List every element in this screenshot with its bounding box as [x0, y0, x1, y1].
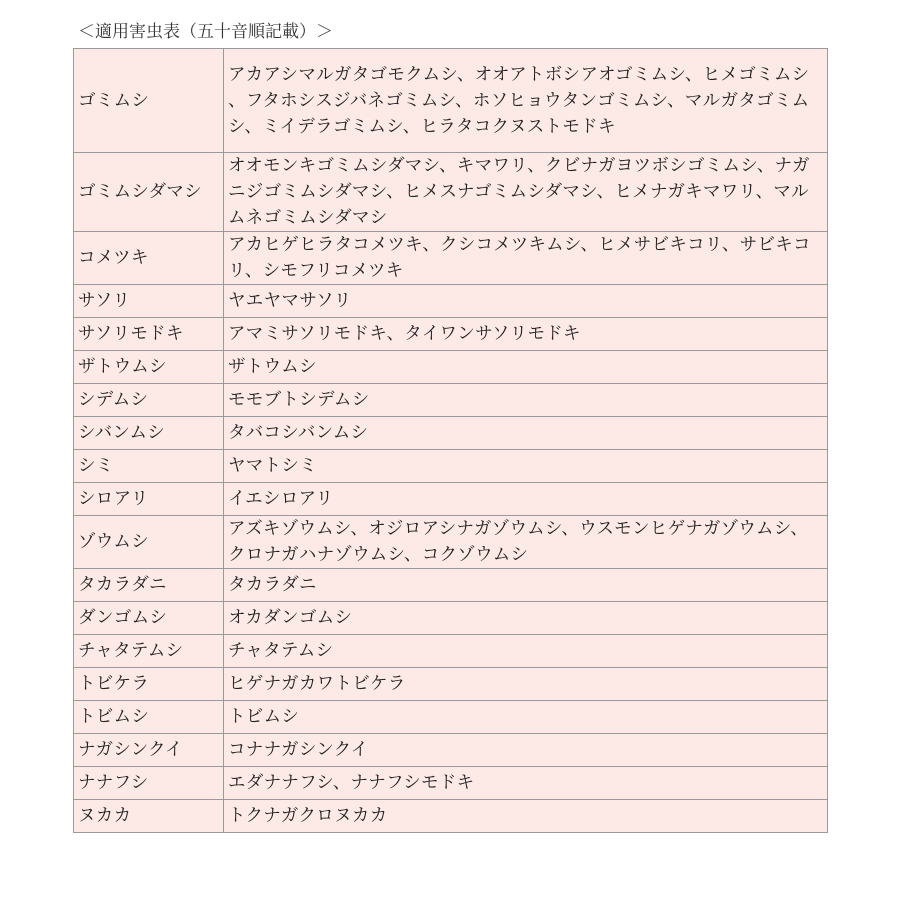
pest-category-cell: ナガシンクイ [74, 734, 224, 767]
table-row [74, 569, 828, 602]
pest-category-cell: シデムシ [74, 384, 224, 417]
pest-category-cell: ナナフシ [74, 767, 224, 800]
table-row [74, 384, 828, 417]
pest-species-cell: ヒゲナガカワトビケラ [224, 668, 828, 701]
pest-category-cell: トビケラ [74, 668, 224, 701]
pest-species-cell: タカラダニ [224, 569, 828, 602]
pest-category-cell: シバンムシ [74, 417, 224, 450]
pest-species-cell: チャタテムシ [224, 635, 828, 668]
table-row [74, 800, 828, 833]
table-row [74, 450, 828, 483]
pest-category-cell: コメツキ [74, 232, 224, 285]
pest-species-cell: アズキゾウムシ、オジロアシナガゾウムシ、ウスモンヒゲナガゾウムシ、クロナガハナゾウムシ、コクゾウムシ [224, 516, 828, 569]
applicable-pest-table [73, 48, 828, 833]
pest-species-cell: ザトウムシ [224, 351, 828, 384]
pest-category-cell: ゾウムシ [74, 516, 224, 569]
table-row [74, 417, 828, 450]
table-row [74, 49, 828, 153]
table-row [74, 668, 828, 701]
table-row [74, 351, 828, 384]
pest-species-cell: モモブトシデムシ [224, 384, 828, 417]
pest-category-cell: ザトウムシ [74, 351, 224, 384]
pest-species-cell: トクナガクロヌカカ [224, 800, 828, 833]
table-row [74, 318, 828, 351]
table-row [74, 153, 828, 232]
table-row [74, 232, 828, 285]
pest-species-cell: エダナナフシ、ナナフシモドキ [224, 767, 828, 800]
pest-species-cell: ヤマトシミ [224, 450, 828, 483]
table-row [74, 767, 828, 800]
pest-category-cell: サソリモドキ [74, 318, 224, 351]
table-caption: ＜適用害虫表（五十音順記載）＞ [78, 22, 333, 42]
pest-species-cell: アマミサソリモドキ、タイワンサソリモドキ [224, 318, 828, 351]
table-row [74, 701, 828, 734]
table-row [74, 635, 828, 668]
pest-species-cell: トビムシ [224, 701, 828, 734]
pest-category-cell: タカラダニ [74, 569, 224, 602]
table-row [74, 734, 828, 767]
table-row [74, 516, 828, 569]
pest-species-cell: オカダンゴムシ [224, 602, 828, 635]
pest-species-cell: ヤエヤマサソリ [224, 285, 828, 318]
pest-species-cell: イエシロアリ [224, 483, 828, 516]
pest-species-cell: コナナガシンクイ [224, 734, 828, 767]
table-row [74, 483, 828, 516]
pest-category-cell: シロアリ [74, 483, 224, 516]
pest-category-cell: トビムシ [74, 701, 224, 734]
pest-species-cell: オオモンキゴミムシダマシ、キマワリ、クビナガヨツボシゴミムシ、ナガニジゴミムシダマシ、ヒメスナゴミムシダマシ、ヒメナガキマワリ、マルムネゴミムシダマシ [224, 153, 828, 232]
pest-species-cell: アカアシマルガタゴモクムシ、オオアトボシアオゴミムシ、ヒメゴミムシ、フタホシスジバネゴミムシ、ホソヒョウタンゴミムシ、マルガタゴミムシ、ミイデラゴミムシ、ヒラタコクヌストモドキ [224, 49, 828, 153]
pest-category-cell: ヌカカ [74, 800, 224, 833]
pest-species-cell: タバコシバンムシ [224, 417, 828, 450]
pest-category-cell: チャタテムシ [74, 635, 224, 668]
pest-category-cell: ダンゴムシ [74, 602, 224, 635]
table-row [74, 285, 828, 318]
pest-category-cell: シミ [74, 450, 224, 483]
pest-category-cell: サソリ [74, 285, 224, 318]
pest-category-cell: ゴミムシダマシ [74, 153, 224, 232]
table-row [74, 602, 828, 635]
pest-species-cell: アカヒゲヒラタコメツキ、クシコメツキムシ、ヒメサビキコリ、サビキコリ、シモフリコメツキ [224, 232, 828, 285]
pest-category-cell: ゴミムシ [74, 49, 224, 153]
